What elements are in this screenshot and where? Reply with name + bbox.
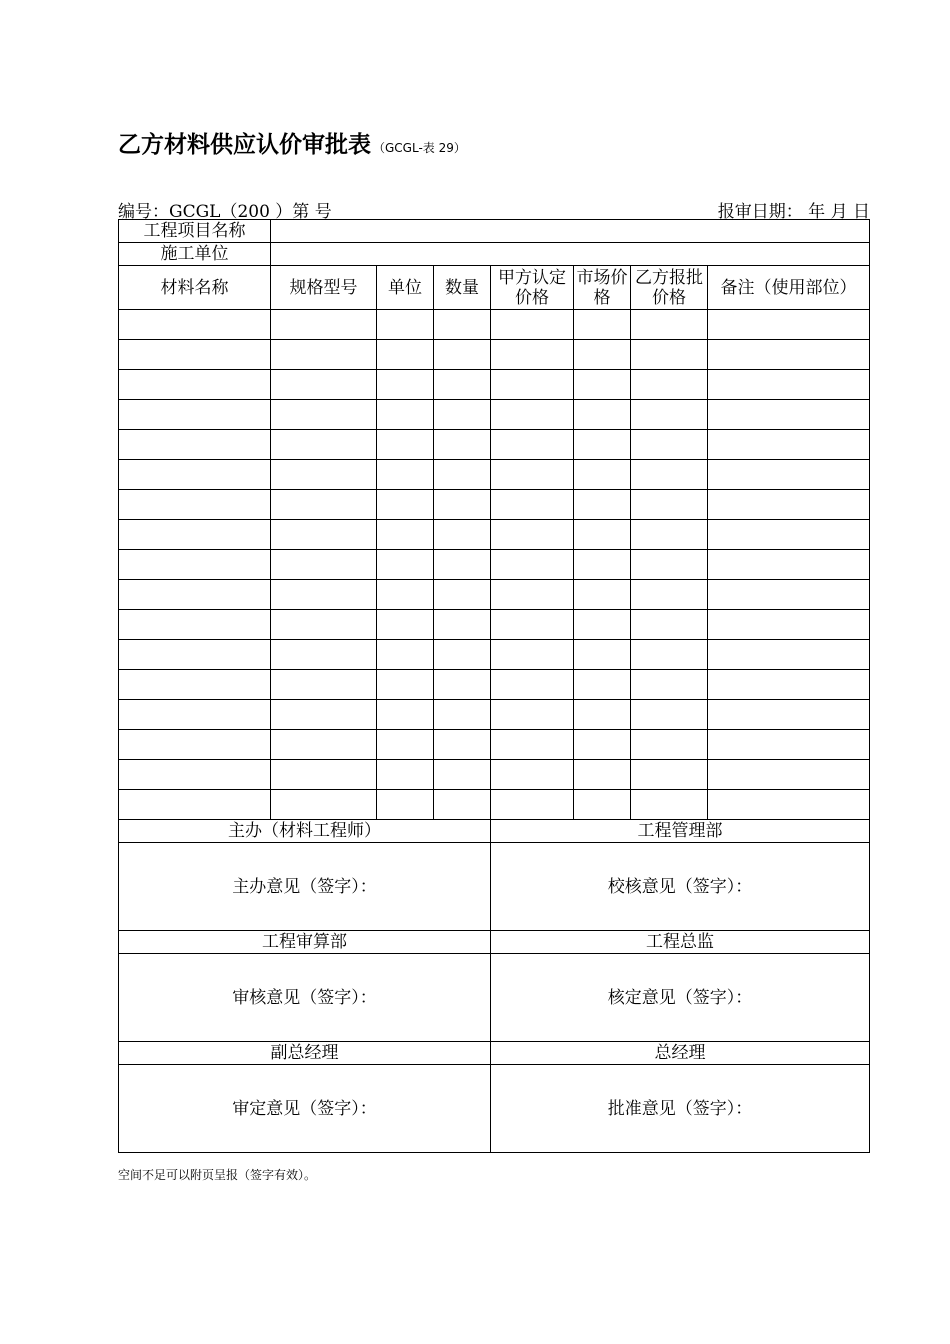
table-row	[119, 310, 870, 340]
footnote: 空间不足可以附页呈报（签字有效）。	[118, 1168, 317, 1182]
table-cell[interactable]	[491, 610, 574, 640]
table-cell[interactable]	[119, 490, 271, 520]
approval-header-row	[119, 1042, 870, 1065]
table-cell[interactable]	[377, 580, 434, 610]
table-cell[interactable]	[377, 790, 434, 820]
table-row	[119, 610, 870, 640]
table-cell[interactable]	[631, 340, 708, 370]
table-row	[119, 640, 870, 670]
table-cell[interactable]	[574, 520, 631, 550]
table-cell[interactable]	[377, 700, 434, 730]
table-cell[interactable]	[119, 580, 271, 610]
table-cell[interactable]	[708, 400, 870, 430]
approval-header: 工程审算部	[119, 931, 491, 954]
table-row	[119, 520, 870, 550]
table-cell[interactable]	[574, 760, 631, 790]
table-cell[interactable]	[491, 730, 574, 760]
table-cell[interactable]	[708, 430, 870, 460]
opinion-signature-field[interactable]: 主办意见（签字）：	[119, 843, 491, 931]
table-cell[interactable]	[708, 670, 870, 700]
col-header: 乙方报批价格	[631, 266, 708, 310]
table-cell[interactable]	[377, 670, 434, 700]
table-cell[interactable]	[491, 790, 574, 820]
table-cell[interactable]	[271, 610, 377, 640]
table-cell[interactable]	[631, 490, 708, 520]
table-cell[interactable]	[271, 550, 377, 580]
table-cell[interactable]	[491, 760, 574, 790]
table-cell[interactable]	[377, 430, 434, 460]
table-cell[interactable]	[119, 400, 271, 430]
table-cell[interactable]	[434, 580, 491, 610]
table-cell[interactable]	[708, 370, 870, 400]
table-row	[119, 700, 870, 730]
table-cell[interactable]	[631, 370, 708, 400]
table-cell[interactable]	[574, 400, 631, 430]
col-header: 规格型号	[271, 266, 377, 310]
table-cell[interactable]	[271, 580, 377, 610]
approval-header-row	[119, 931, 870, 954]
table-cell[interactable]	[574, 580, 631, 610]
table-cell[interactable]	[708, 490, 870, 520]
opinion-signature-field[interactable]: 批准意见（签字）：	[491, 1065, 870, 1153]
table-cell[interactable]	[574, 490, 631, 520]
table-cell[interactable]	[574, 550, 631, 580]
table-cell[interactable]	[119, 610, 271, 640]
approval-header: 工程总监	[491, 931, 870, 954]
table-cell[interactable]	[271, 730, 377, 760]
col-header: 甲方认定价格	[491, 266, 574, 310]
form-title: 乙方材料供应认价审批表	[118, 132, 371, 158]
table-cell[interactable]	[271, 760, 377, 790]
table-cell[interactable]	[574, 790, 631, 820]
table-cell[interactable]	[491, 430, 574, 460]
table-cell[interactable]	[631, 520, 708, 550]
table-cell[interactable]	[708, 790, 870, 820]
table-row	[119, 760, 870, 790]
table-cell[interactable]	[119, 370, 271, 400]
table-cell[interactable]	[434, 610, 491, 640]
info-row-project	[119, 220, 870, 243]
table-cell[interactable]	[271, 790, 377, 820]
table-cell[interactable]	[271, 370, 377, 400]
table-cell[interactable]	[434, 670, 491, 700]
table-cell[interactable]	[377, 310, 434, 340]
table-cell[interactable]	[491, 670, 574, 700]
table-cell[interactable]	[708, 730, 870, 760]
table-cell[interactable]	[631, 700, 708, 730]
table-cell[interactable]	[271, 430, 377, 460]
table-cell[interactable]	[631, 400, 708, 430]
table-cell[interactable]	[119, 670, 271, 700]
col-header: 材料名称	[119, 266, 271, 310]
opinion-signature-field[interactable]: 核定意见（签字）：	[491, 954, 870, 1042]
table-cell[interactable]	[119, 700, 271, 730]
table-cell[interactable]	[491, 310, 574, 340]
report-date: 报审日期： 年 月 日	[717, 202, 870, 222]
table-cell[interactable]	[491, 340, 574, 370]
table-cell[interactable]	[271, 670, 377, 700]
table-row	[119, 580, 870, 610]
table-row	[119, 340, 870, 370]
table-row	[119, 730, 870, 760]
table-cell[interactable]	[119, 340, 271, 370]
col-header: 市场价格	[574, 266, 631, 310]
table-cell[interactable]	[377, 370, 434, 400]
table-cell[interactable]	[119, 790, 271, 820]
table-cell[interactable]	[574, 460, 631, 490]
table-cell[interactable]	[708, 700, 870, 730]
table-cell[interactable]	[491, 550, 574, 580]
table-cell[interactable]	[377, 610, 434, 640]
table-cell[interactable]	[377, 730, 434, 760]
table-row	[119, 670, 870, 700]
table-cell[interactable]	[119, 310, 271, 340]
approval-table	[118, 219, 870, 1153]
table-cell[interactable]	[491, 700, 574, 730]
table-cell[interactable]	[434, 700, 491, 730]
info-label: 工程项目名称	[119, 220, 271, 243]
table-cell[interactable]	[434, 640, 491, 670]
table-cell[interactable]	[271, 700, 377, 730]
approval-header: 工程管理部	[491, 820, 870, 843]
table-cell[interactable]	[491, 490, 574, 520]
table-cell[interactable]	[434, 790, 491, 820]
table-cell[interactable]	[631, 790, 708, 820]
table-cell[interactable]	[271, 640, 377, 670]
table-cell[interactable]	[574, 310, 631, 340]
table-cell[interactable]	[631, 310, 708, 340]
table-cell[interactable]	[271, 340, 377, 370]
col-header: 备注（使用部位）	[708, 266, 870, 310]
table-cell[interactable]	[574, 640, 631, 670]
table-cell[interactable]	[271, 520, 377, 550]
table-cell[interactable]	[574, 730, 631, 760]
table-row	[119, 550, 870, 580]
form-code: （GCGL-表 29）	[373, 141, 466, 155]
table-cell[interactable]	[708, 760, 870, 790]
table-cell[interactable]	[631, 550, 708, 580]
table-row	[119, 490, 870, 520]
opinion-signature-field[interactable]: 校核意见（签字）：	[491, 843, 870, 931]
table-cell[interactable]	[574, 700, 631, 730]
table-cell[interactable]	[271, 310, 377, 340]
contractor-field[interactable]	[271, 243, 870, 266]
table-cell[interactable]	[434, 430, 491, 460]
table-row	[119, 430, 870, 460]
table-cell[interactable]	[631, 640, 708, 670]
column-header-row	[119, 266, 870, 310]
table-cell[interactable]	[434, 400, 491, 430]
table-cell[interactable]	[119, 550, 271, 580]
table-cell[interactable]	[708, 340, 870, 370]
table-cell[interactable]	[434, 520, 491, 550]
table-cell[interactable]	[574, 610, 631, 640]
project-name-field[interactable]	[271, 220, 870, 243]
table-cell[interactable]	[491, 400, 574, 430]
table-cell[interactable]	[377, 550, 434, 580]
table-cell[interactable]	[434, 460, 491, 490]
table-row	[119, 400, 870, 430]
table-cell[interactable]	[377, 760, 434, 790]
table-cell[interactable]	[631, 610, 708, 640]
table-cell[interactable]	[491, 580, 574, 610]
table-cell[interactable]	[708, 580, 870, 610]
table-cell[interactable]	[119, 520, 271, 550]
table-cell[interactable]	[631, 670, 708, 700]
opinion-signature-field[interactable]: 审核意见（签字）：	[119, 954, 491, 1042]
table-cell[interactable]	[574, 670, 631, 700]
table-cell[interactable]	[271, 400, 377, 430]
table-cell[interactable]	[434, 310, 491, 340]
approval-header-row	[119, 820, 870, 843]
table-cell[interactable]	[491, 460, 574, 490]
approval-header: 副总经理	[119, 1042, 491, 1065]
info-row-contractor	[119, 243, 870, 266]
table-cell[interactable]	[708, 520, 870, 550]
signature-row	[119, 954, 870, 1042]
table-cell[interactable]	[271, 490, 377, 520]
table-cell[interactable]	[574, 370, 631, 400]
table-cell[interactable]	[574, 340, 631, 370]
approval-header: 总经理	[491, 1042, 870, 1065]
opinion-signature-field[interactable]: 审定意见（签字）：	[119, 1065, 491, 1153]
table-cell[interactable]	[434, 490, 491, 520]
table-cell[interactable]	[631, 580, 708, 610]
table-cell[interactable]	[377, 400, 434, 430]
signature-row	[119, 843, 870, 931]
table-cell[interactable]	[631, 460, 708, 490]
table-cell[interactable]	[271, 460, 377, 490]
table-cell[interactable]	[434, 340, 491, 370]
info-label: 施工单位	[119, 243, 271, 266]
table-cell[interactable]	[491, 520, 574, 550]
table-cell[interactable]	[434, 550, 491, 580]
col-header: 数量	[434, 266, 491, 310]
table-cell[interactable]	[434, 370, 491, 400]
signature-row	[119, 1065, 870, 1153]
table-cell[interactable]	[119, 760, 271, 790]
table-cell[interactable]	[491, 370, 574, 400]
table-cell[interactable]	[434, 730, 491, 760]
table-cell[interactable]	[708, 640, 870, 670]
table-cell[interactable]	[708, 460, 870, 490]
table-cell[interactable]	[631, 730, 708, 760]
table-cell[interactable]	[377, 490, 434, 520]
table-cell[interactable]	[119, 460, 271, 490]
table-cell[interactable]	[377, 460, 434, 490]
table-row	[119, 790, 870, 820]
table-cell[interactable]	[708, 610, 870, 640]
form-number: 编号：GCGL（200 ）第 号	[118, 202, 332, 222]
table-row	[119, 460, 870, 490]
table-cell[interactable]	[631, 430, 708, 460]
table-row	[119, 370, 870, 400]
table-cell[interactable]	[708, 310, 870, 340]
table-cell[interactable]	[119, 430, 271, 460]
table-cell[interactable]	[377, 340, 434, 370]
table-cell[interactable]	[119, 730, 271, 760]
table-cell[interactable]	[377, 640, 434, 670]
table-cell[interactable]	[574, 430, 631, 460]
table-cell[interactable]	[119, 640, 271, 670]
table-cell[interactable]	[708, 550, 870, 580]
col-header: 单位	[377, 266, 434, 310]
table-cell[interactable]	[377, 520, 434, 550]
table-cell[interactable]	[434, 760, 491, 790]
table-cell[interactable]	[631, 760, 708, 790]
table-cell[interactable]	[491, 640, 574, 670]
approval-header: 主办（材料工程师）	[119, 820, 491, 843]
page-title	[118, 126, 466, 159]
